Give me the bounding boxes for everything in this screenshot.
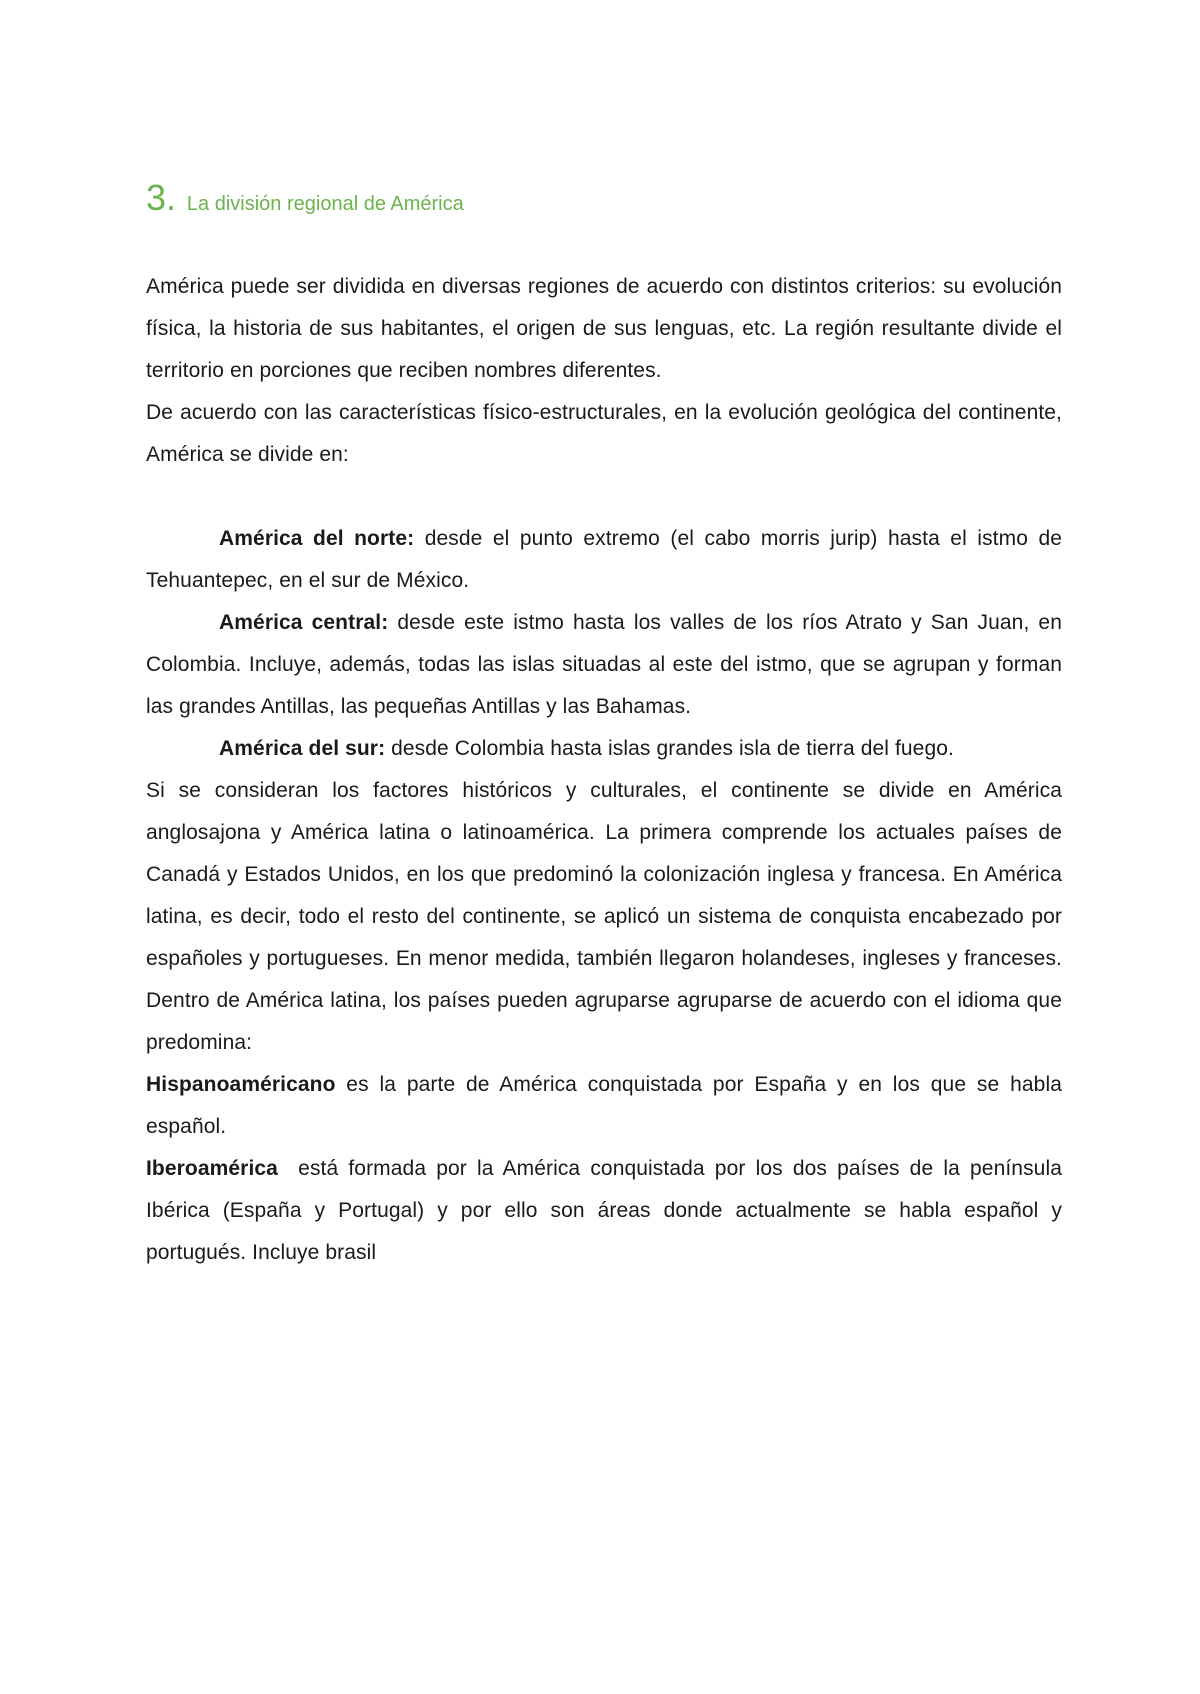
south-america-paragraph (146, 728, 1062, 770)
hispanoamerica-text: es la parte de América conquistada por España y en los que se habla español. (146, 1073, 1062, 1138)
north-america-text: desde el punto extremo (el cabo morris jurip) hasta el istmo de Tehuantepec, en el sur de México. (146, 527, 1062, 592)
iberoamerica-term: Iberoamérica (146, 1157, 278, 1180)
hispanoamerica-term: Hispanoaméricano (146, 1073, 336, 1096)
south-america-text: desde Colombia hasta islas grandes isla de tierra del fuego. (385, 737, 954, 760)
iberoamerica-paragraph (146, 1148, 1068, 1274)
north-america-paragraph (146, 518, 1062, 602)
central-america-text: desde este istmo hasta los valles de los ríos Atrato y San Juan, en Colombia. Incluye, además, todas las islas situadas al este del istmo, que se agrupan y forman las grandes Antillas, las pequeñas Antillas y las Bahamas. (146, 611, 1062, 718)
historical-division-paragraph: Si se consideran los factores históricos y culturales, el continente se divide en América anglosajona y América latina o latinoamérica. La primera comprende los actuales países de Canadá y Estados Unidos, en los que predominó la colonización inglesa y francesa. En América latina, es decir, todo el resto del continente, se aplicó un sistema de conquista encabezado por españoles y portugueses. En menor medida, también llegaron holandeses, ingleses y franceses. Dentro de América latina, los países pueden agruparse agruparse de acuerdo con el idioma que predomina: (146, 779, 1062, 1054)
intro-paragraph: América puede ser dividida en diversas regiones de acuerdo con distintos criterios: su evolución física, la historia de sus habitantes, el origen de sus lenguas, etc. La región resultante divide el territorio en porciones que reciben nombres diferentes. (146, 275, 1062, 382)
iberoamerica-text: está formada por la América conquistada por los dos países de la península Ibérica (España y Portugal) y por ello son áreas donde actualmente se habla español y portugués. Incluye brasil (146, 1157, 1068, 1264)
paragraph-spacer (146, 476, 1062, 518)
section-title: La división regional de América (186, 193, 464, 215)
physical-division-paragraph: De acuerdo con las características físico-estructurales, en la evolución geológica del continente, América se divide en: (146, 401, 1062, 466)
document-page (146, 177, 1068, 1274)
section-number: 3. (146, 177, 177, 218)
central-america-paragraph (146, 602, 1062, 728)
hispanoamerica-paragraph (146, 1064, 1062, 1148)
north-america-term: América del norte: (219, 527, 415, 550)
section-heading (146, 178, 1062, 224)
south-america-term: América del sur: (219, 737, 386, 760)
central-america-term: América central: (219, 611, 389, 634)
